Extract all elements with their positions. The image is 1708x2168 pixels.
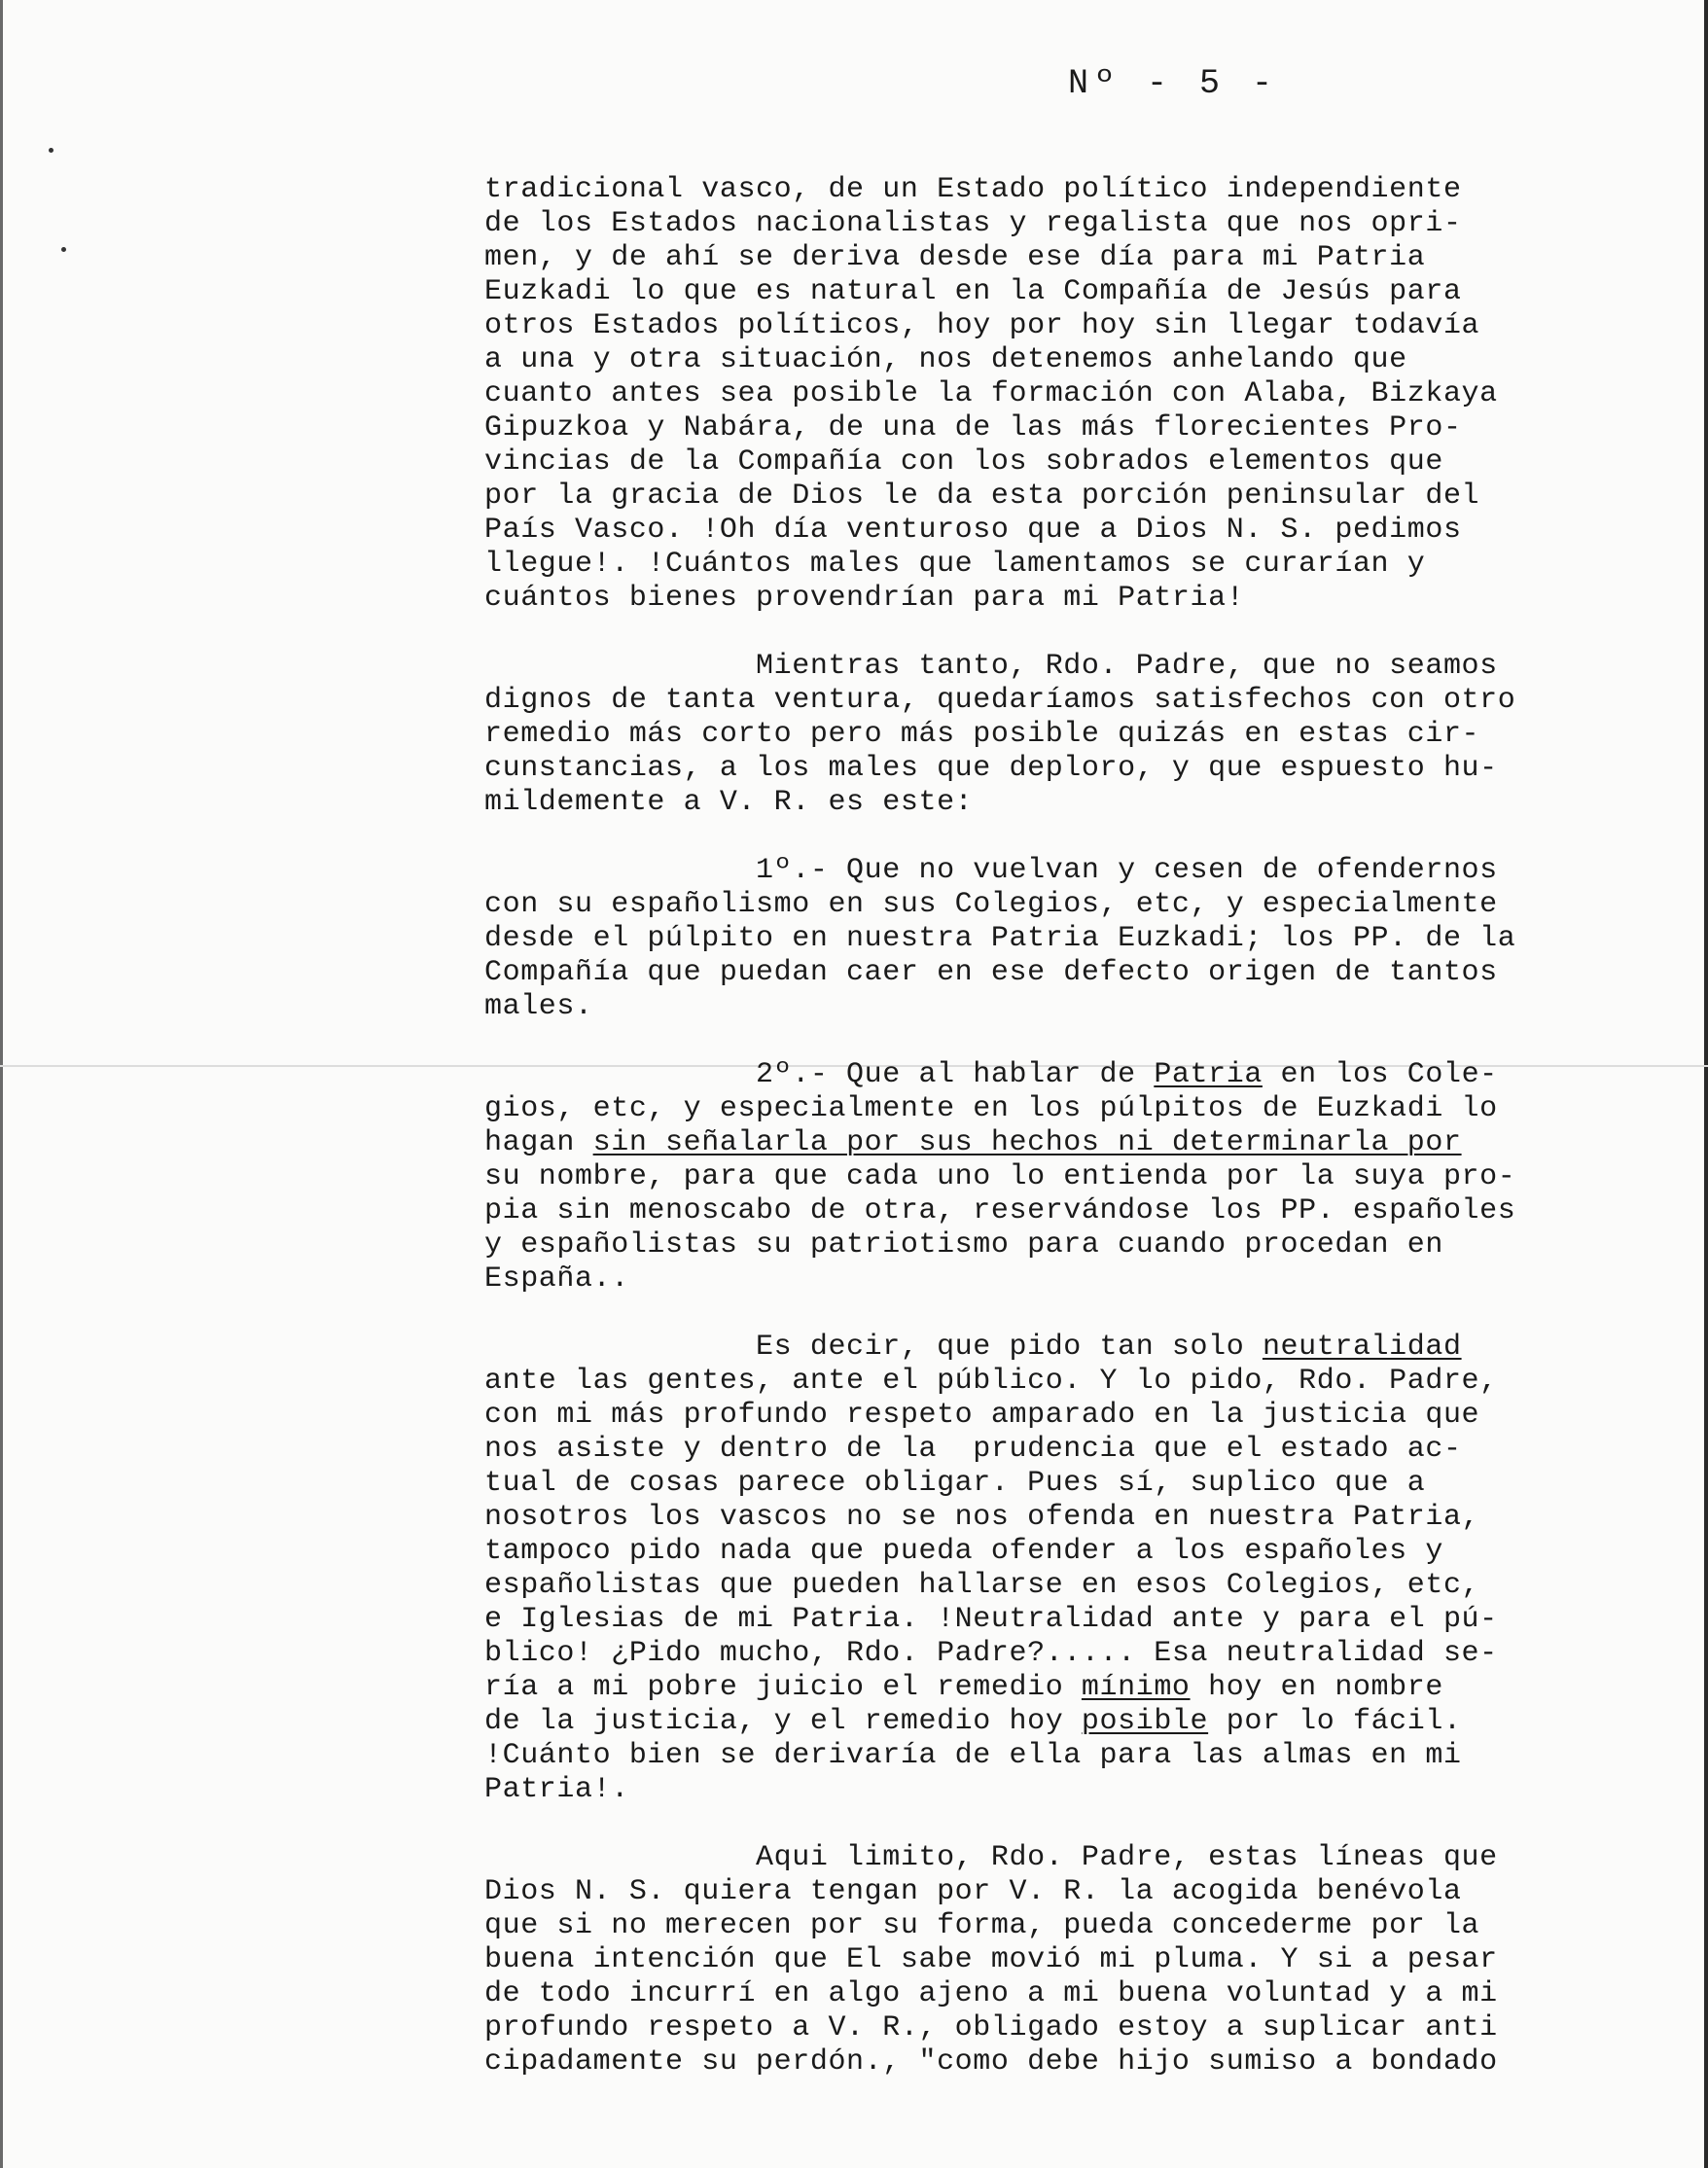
text-line	[484, 377, 1642, 411]
text-segment: Mientras tanto, Rdo. Padre, que no seamos	[484, 650, 1498, 683]
text-segment: por la gracia de Dios le da esta porción peninsular del	[484, 480, 1480, 513]
paragraph	[484, 1058, 1642, 1297]
text-segment: en los Cole-	[1262, 1058, 1498, 1091]
text-line	[484, 650, 1642, 684]
text-line	[484, 173, 1642, 207]
text-segment: y españolistas su patriotismo para cuando procedan en	[484, 1228, 1443, 1262]
text-line	[484, 480, 1642, 514]
text-line	[484, 445, 1642, 480]
text-line	[484, 2011, 1642, 2045]
text-segment: con su españolismo en sus Colegios, etc, y especialmente	[484, 888, 1498, 921]
text-line	[484, 786, 1642, 820]
text-line	[484, 1331, 1642, 1365]
letter-body	[484, 173, 1642, 2079]
text-segment: blico! ¿Pido mucho, Rdo. Padre?..... Esa neutralidad se-	[484, 1637, 1498, 1670]
paragraph-gap	[484, 616, 1642, 650]
text-segment: desde el púlpito en nuestra Patria Euzkadi; los PP. de la	[484, 922, 1516, 955]
text-line	[484, 1194, 1642, 1228]
text-line	[484, 1841, 1642, 1875]
text-segment: de todo incurrí en algo ajeno a mi buena voluntad y a mi	[484, 1977, 1498, 2010]
text-line	[484, 718, 1642, 752]
text-line	[484, 1977, 1642, 2011]
text-segment: Es decir, que pido tan solo	[484, 1331, 1263, 1364]
text-segment: hagan	[484, 1126, 593, 1159]
text-line	[484, 1058, 1642, 1092]
text-line	[484, 990, 1642, 1024]
text-segment: tampoco pido nada que pueda ofender a los españoles y	[484, 1535, 1443, 1568]
text-line	[484, 1739, 1642, 1773]
text-line	[484, 1773, 1642, 1807]
text-segment: e Iglesias de mi Patria. !Neutralidad ante y para el pú-	[484, 1603, 1498, 1636]
text-line	[484, 1501, 1642, 1535]
paragraph-gap	[484, 1807, 1642, 1841]
text-segment: a una y otra situación, nos detenemos anhelando que	[484, 343, 1407, 376]
text-segment: su nombre, para que cada uno lo entienda por la suya pro-	[484, 1160, 1516, 1193]
text-segment: Euzkadi lo que es natural en la Compañía de Jesús para	[484, 275, 1462, 308]
text-line	[484, 1705, 1642, 1739]
text-segment: tual de cosas parece obligar. Pues sí, suplico que a	[484, 1467, 1426, 1500]
text-line	[484, 1092, 1642, 1126]
page-right-border	[1704, 0, 1708, 2168]
text-line	[484, 1637, 1642, 1671]
text-segment: cunstancias, a los males que deploro, y que espuesto hu-	[484, 752, 1498, 785]
text-segment: cuanto antes sea posible la formación con Alaba, Bizkaya	[484, 377, 1498, 410]
text-line	[484, 684, 1642, 718]
text-segment: vincias de la Compañía con los sobrados elementos que	[484, 445, 1443, 479]
text-segment: nos asiste y dentro de la prudencia que el estado ac-	[484, 1433, 1462, 1466]
page-number: Nº - 5 -	[1068, 64, 1279, 103]
text-segment: españolistas que pueden hallarse en esos Colegios, etc,	[484, 1569, 1480, 1602]
text-segment: que si no merecen por su forma, pueda concederme por la	[484, 1909, 1480, 1942]
text-segment: gios, etc, y especialmente en los púlpitos de Euzkadi lo	[484, 1092, 1498, 1125]
text-line	[484, 1467, 1642, 1501]
paragraph	[484, 173, 1642, 616]
text-segment: de la justicia, y el remedio hoy	[484, 1705, 1082, 1738]
text-segment: hoy en nombre	[1190, 1671, 1443, 1704]
text-segment: cipadamente su perdón., "como debe hijo sumiso a bondado	[484, 2045, 1498, 2079]
text-line	[484, 1228, 1642, 1262]
text-line	[484, 1365, 1642, 1399]
underlined-text: mínimo	[1081, 1671, 1191, 1704]
text-line	[484, 1126, 1642, 1160]
text-line	[484, 2045, 1642, 2079]
paragraph	[484, 854, 1642, 1024]
text-segment: remedio más corto pero más posible quizás en estas cir-	[484, 718, 1480, 751]
underlined-text: sin señalarla por sus hechos ni determinarla por	[592, 1126, 1462, 1159]
paragraph-gap	[484, 820, 1642, 854]
text-segment: Gipuzkoa y Nabára, de una de las más florecientes Pro-	[484, 411, 1462, 444]
text-segment: 1º.- Que no vuelvan y cesen de ofendernos	[484, 854, 1498, 887]
text-line	[484, 309, 1642, 343]
text-line	[484, 343, 1642, 377]
text-line	[484, 1569, 1642, 1603]
text-line	[484, 1671, 1642, 1705]
text-line	[484, 1399, 1642, 1433]
text-segment: por lo fácil.	[1208, 1705, 1462, 1738]
text-line	[484, 1262, 1642, 1297]
text-line	[484, 241, 1642, 275]
text-line	[484, 275, 1642, 309]
text-line	[484, 1909, 1642, 1943]
text-segment: País Vasco. !Oh día venturoso que a Dios N. S. pedimos	[484, 514, 1462, 547]
text-segment: !Cuánto bien se derivaría de ella para las almas en mi	[484, 1739, 1462, 1772]
text-segment: ría a mi pobre juicio el remedio	[484, 1671, 1082, 1704]
text-segment: Compañía que puedan caer en ese defecto origen de tantos	[484, 956, 1498, 989]
text-segment: dignos de tanta ventura, quedaríamos satisfechos con otro	[484, 684, 1516, 717]
text-segment: otros Estados políticos, hoy por hoy sin llegar todavía	[484, 309, 1480, 342]
text-segment: pia sin menoscabo de otra, reservándose los PP. españoles	[484, 1194, 1516, 1227]
text-line	[484, 1875, 1642, 1909]
ink-speck	[49, 148, 53, 153]
text-segment: de los Estados nacionalistas y regalista que nos opri-	[484, 207, 1462, 240]
text-line	[484, 411, 1642, 445]
text-segment: mildemente a V. R. es este:	[484, 786, 974, 819]
text-segment: Patria!.	[484, 1773, 629, 1806]
text-segment: males.	[484, 990, 593, 1023]
paragraph	[484, 1331, 1642, 1807]
underlined-text: neutralidad	[1262, 1331, 1462, 1364]
text-line	[484, 922, 1642, 956]
text-segment: Dios N. S. quiera tengan por V. R. la acogida benévola	[484, 1875, 1462, 1908]
text-line	[484, 1160, 1642, 1194]
text-segment: Aqui limito, Rdo. Padre, estas líneas que	[484, 1841, 1498, 1874]
text-segment: buena intención que El sabe movió mi pluma. Y si a pesar	[484, 1943, 1498, 1976]
text-segment: llegue!. !Cuántos males que lamentamos se curarían y	[484, 548, 1426, 581]
page-left-edge	[0, 0, 3, 2168]
text-line	[484, 1535, 1642, 1569]
text-line	[484, 854, 1642, 888]
paragraph-gap	[484, 1297, 1642, 1331]
text-segment: 2º.- Que al hablar de	[484, 1058, 1155, 1091]
text-segment: men, y de ahí se deriva desde ese día para mi Patria	[484, 241, 1426, 274]
text-segment: nosotros los vascos no se nos ofenda en nuestra Patria,	[484, 1501, 1480, 1534]
text-line	[484, 1603, 1642, 1637]
text-line	[484, 1433, 1642, 1467]
paragraph-gap	[484, 1024, 1642, 1058]
text-segment: ante las gentes, ante el público. Y lo pido, Rdo. Padre,	[484, 1365, 1498, 1398]
text-line	[484, 514, 1642, 548]
text-line	[484, 752, 1642, 786]
text-line	[484, 1943, 1642, 1977]
text-segment: España..	[484, 1262, 629, 1296]
text-line	[484, 548, 1642, 582]
text-segment: cuántos bienes provendrían para mi Patria!	[484, 582, 1245, 615]
paragraph	[484, 650, 1642, 820]
text-line	[484, 956, 1642, 990]
text-segment: profundo respeto a V. R., obligado estoy a suplicar anti	[484, 2011, 1498, 2044]
paragraph	[484, 1841, 1642, 2079]
text-line	[484, 207, 1642, 241]
underlined-text: posible	[1081, 1705, 1209, 1738]
text-line	[484, 582, 1642, 616]
ink-speck	[61, 247, 66, 252]
text-line	[484, 888, 1642, 922]
text-segment: con mi más profundo respeto amparado en la justicia que	[484, 1399, 1480, 1432]
text-segment: tradicional vasco, de un Estado político independiente	[484, 173, 1462, 206]
underlined-text: Patria	[1154, 1058, 1263, 1091]
